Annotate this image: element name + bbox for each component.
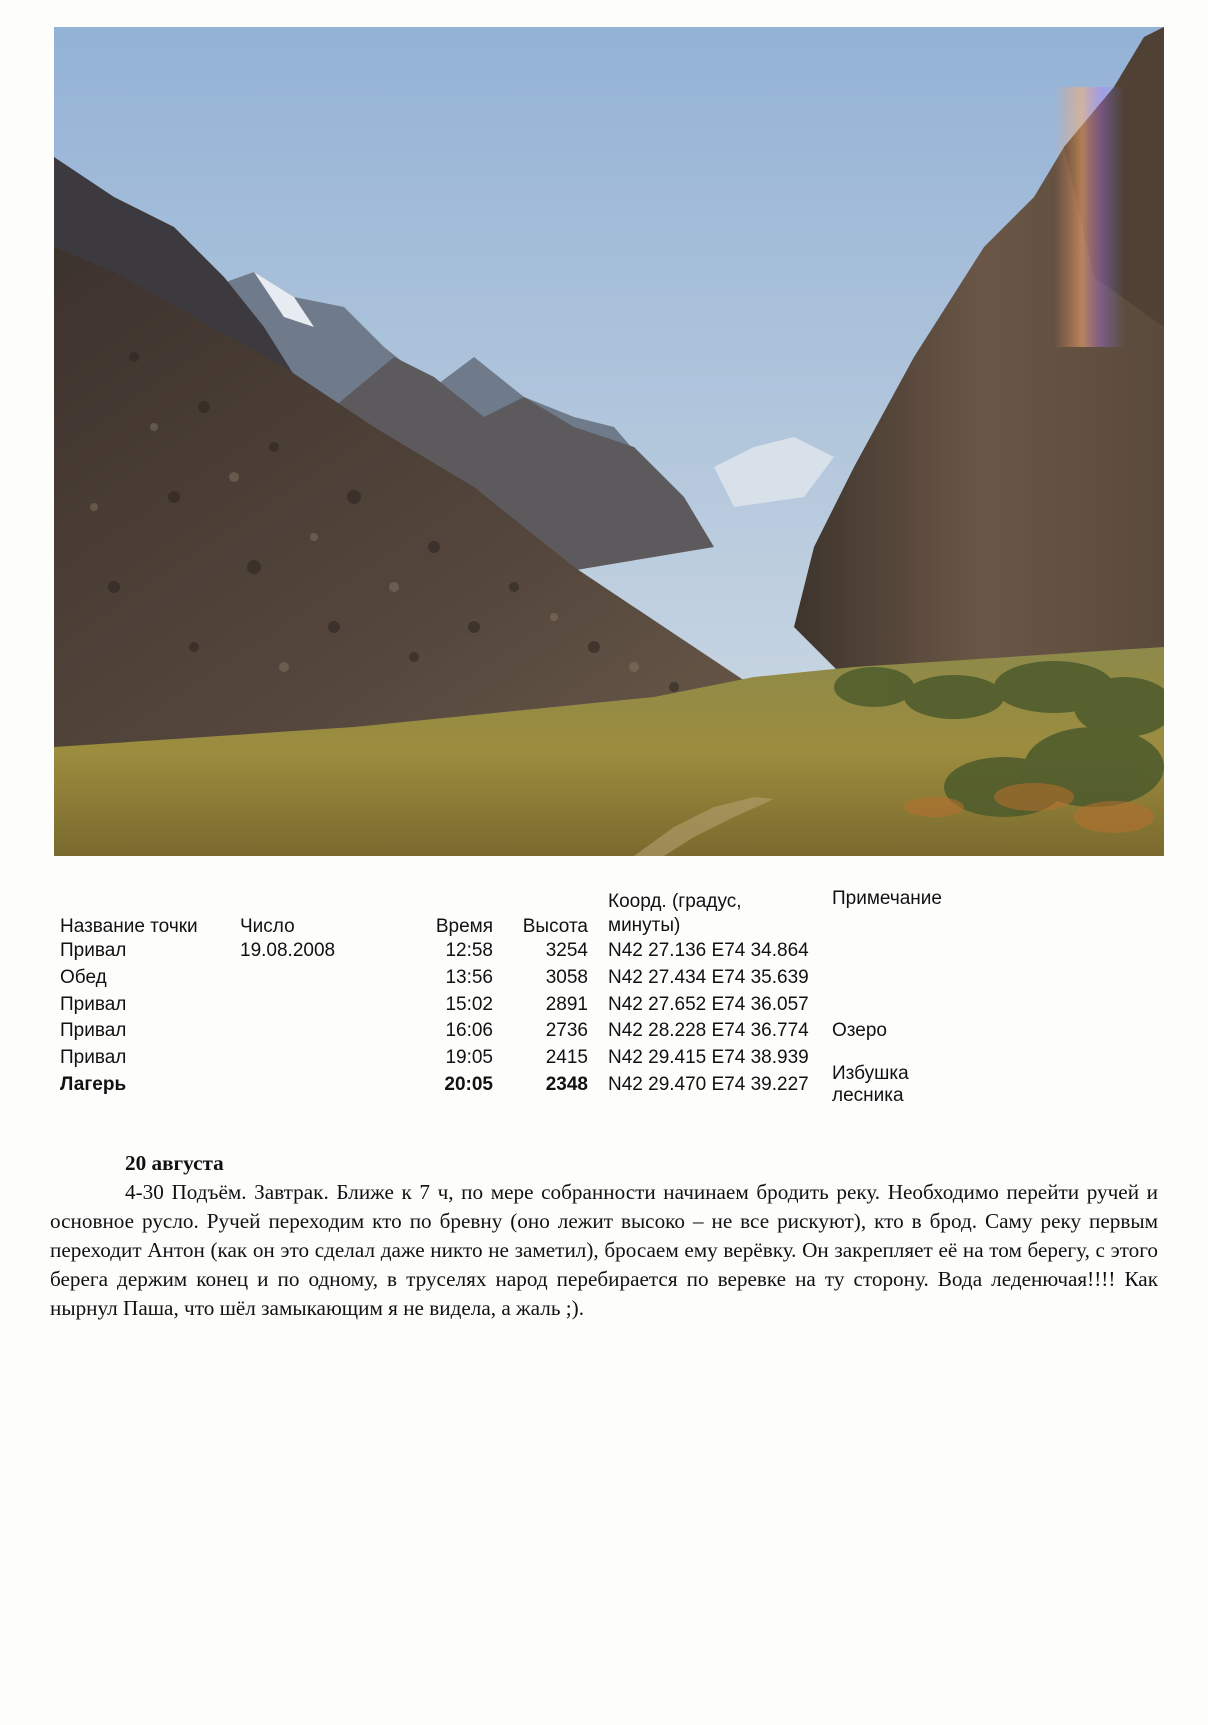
mountain-valley-photo — [54, 27, 1164, 856]
header-note: Примечание — [832, 888, 942, 909]
cell-name: Привал — [60, 1020, 127, 1042]
cell-note: Избушка лесника — [832, 1062, 909, 1106]
cell-time: 12:58 — [445, 940, 493, 962]
cell-coordinates: N42 28.228 E74 36.774 — [608, 1020, 809, 1042]
cell-altitude: 2891 — [545, 993, 588, 1015]
cell-date: 19.08.2008 — [240, 940, 336, 962]
header-date: Число — [240, 916, 295, 937]
table-row — [60, 938, 980, 965]
cell-name: Обед — [60, 967, 107, 989]
cell-coordinates: N42 29.415 E74 38.939 — [608, 1047, 809, 1069]
cell-name: Привал — [60, 993, 127, 1015]
cell-name: Привал — [60, 940, 127, 962]
cell-altitude: 2736 — [545, 1020, 588, 1042]
diary-date-heading: 20 августа — [125, 1151, 224, 1175]
cell-altitude: 3058 — [545, 967, 588, 989]
diary-paragraph: 4-30 Подъём. Завтрак. Ближе к 7 ч, по мере собранности начинаем бродить реку. Необходимо перейти ручей и основное русло. Ручей переходим кто по бревну (оно лежит высоко – не все рискуют), кто в брод. Саму реку первым переходит Антон (как он это сделал даже никто не заметил), бросаем ему верёвку. Он закрепляет её на том берегу, с этого берега держим конец и по одному, в труселях народ перебирается по веревке на ту сторону. Вода леденючая!!!! Как нырнул Паша, что шёл замыкающим я не видела, а жаль ;). — [50, 1180, 1158, 1320]
diary-entry — [50, 1149, 1158, 1323]
cell-note: Озеро — [832, 1020, 887, 1042]
cell-coordinates: N42 27.652 E74 36.057 — [608, 993, 809, 1015]
cell-time: 19:05 — [445, 1047, 493, 1069]
landscape-photo-icon — [54, 27, 1164, 856]
header-coordinates — [588, 890, 832, 938]
header-point-name: Название точки — [60, 916, 198, 937]
route-points-table — [60, 886, 980, 1106]
cell-coordinates: N42 27.136 E74 34.864 — [608, 940, 809, 962]
header-altitude: Высота — [522, 916, 588, 937]
cell-name: Лагерь — [60, 1073, 127, 1095]
header-coordinates-line2: минуты) — [608, 915, 681, 936]
cell-coordinates: N42 29.470 E74 39.227 — [608, 1073, 809, 1095]
cell-name: Привал — [60, 1047, 127, 1069]
table-row — [60, 1018, 980, 1045]
cell-altitude: 2415 — [545, 1047, 588, 1069]
cell-time: 13:56 — [445, 967, 493, 989]
cell-altitude: 3254 — [545, 940, 588, 962]
header-coordinates-line1: Коорд. (градус, — [608, 891, 742, 912]
table-row — [60, 991, 980, 1018]
header-time: Время — [435, 916, 493, 937]
cell-time: 20:05 — [444, 1073, 493, 1095]
table-row-camp — [60, 1062, 980, 1106]
cell-time: 15:02 — [445, 993, 493, 1015]
cell-altitude: 2348 — [545, 1073, 588, 1095]
cell-coordinates: N42 27.434 E74 35.639 — [608, 967, 809, 989]
cell-time: 16:06 — [445, 1020, 493, 1042]
table-row — [60, 965, 980, 992]
table-header — [60, 886, 980, 938]
